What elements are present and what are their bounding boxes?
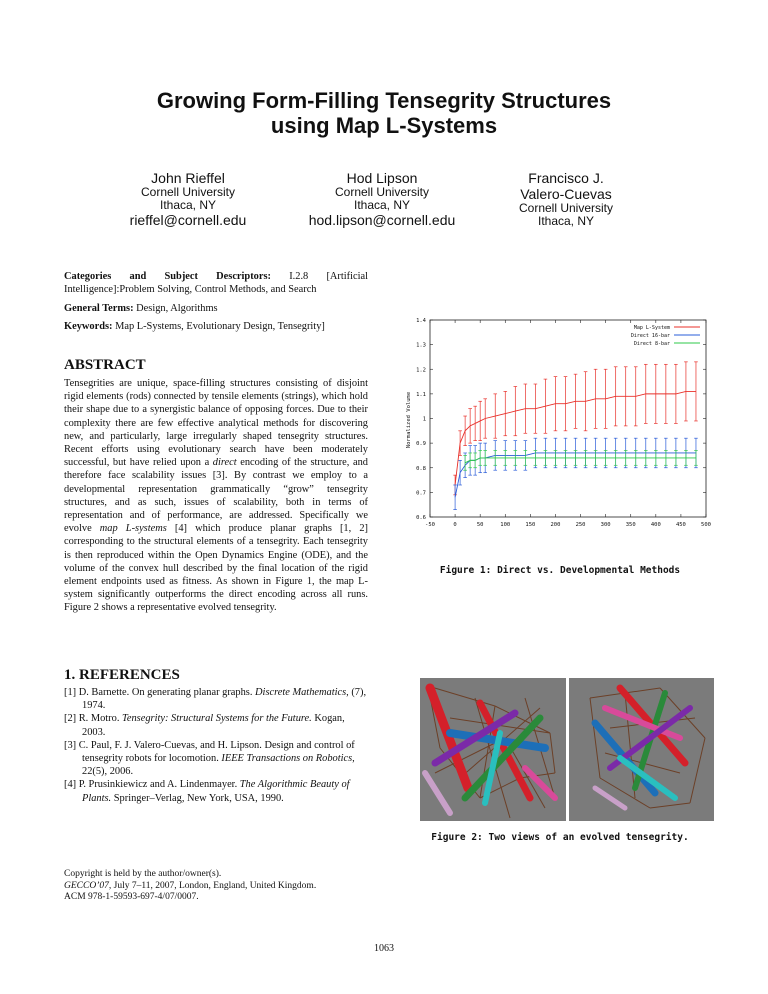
- abstract-text-2: encoding of the structure, and therefore face scalability issues [3]. By contrast we employ to a developmental representation grammatically “grow” tensegrity structures, and as such, issues of scalability, both in terms of representation and of performance, are addressed. Specifically we evolve: [64, 457, 368, 535]
- categories-text: I.2.8 [Artificial Intelligence]:Problem Solving, Control Methods, and Search: [64, 271, 368, 296]
- y-tick-label: 0.8: [416, 465, 426, 472]
- reference-item: [64, 686, 368, 712]
- reference-item: [64, 778, 368, 804]
- author-block-2: [292, 170, 472, 228]
- figure-2-image: [420, 678, 714, 821]
- view-divider: [566, 678, 569, 821]
- reference-venue: IEEE Transactions on Robotics,: [221, 753, 355, 765]
- y-tick-label: 1.2: [416, 367, 426, 374]
- reference-item: [64, 739, 368, 779]
- reference-venue: Discrete Mathematics,: [255, 687, 349, 698]
- reference-number: [4]: [64, 779, 77, 791]
- abstract-heading: ABSTRACT: [64, 357, 146, 373]
- general-terms-label: General Terms:: [64, 303, 134, 314]
- author-email[interactable]: rieffel@cornell.edu: [129, 212, 247, 228]
- y-tick-label: 0.7: [416, 490, 426, 497]
- categories-paragraph: [64, 270, 368, 296]
- reference-number: [2]: [64, 713, 77, 725]
- author-affiliation: Cornell University: [140, 185, 236, 199]
- author-name: Hod Lipson: [346, 170, 418, 186]
- reference-number: [1]: [64, 687, 77, 698]
- reference-details: 22(5), 2006.: [82, 766, 134, 778]
- author-block-3: [496, 170, 636, 228]
- general-terms-paragraph: [64, 302, 368, 315]
- copyright-conference: GECCO’07,: [64, 880, 112, 891]
- reference-venue: Tensegrity: Structural Systems for the Future.: [122, 713, 312, 725]
- reference-venue: The Algorithmic Beauty of Plants.: [82, 779, 350, 804]
- y-tick-label: 1.4: [416, 318, 426, 324]
- keywords-text: Map L-Systems, Evolutionary Design, Tensegrity]: [115, 321, 325, 332]
- plot-frame: [430, 320, 706, 517]
- author-location: Ithaca, NY: [159, 198, 217, 212]
- x-tick-label: 250: [575, 522, 586, 528]
- x-tick-label: 150: [525, 522, 536, 528]
- reference-details: Kogan, 2003.: [82, 713, 345, 738]
- paper-title: [0, 88, 768, 138]
- author-location: Ithaca, NY: [353, 198, 411, 212]
- reference-authors: C. Paul, F. J. Valero-Cuevas, and H. Lipson. Design and control of tensegrity robots for locomotion.: [78, 739, 355, 765]
- reference-details: (7), 1974.: [82, 687, 367, 712]
- x-tick-label: 500: [701, 522, 711, 528]
- author-name-last: Valero-Cuevas: [520, 186, 612, 202]
- references-heading: 1. REFERENCES: [64, 667, 180, 683]
- reference-authors: D. Barnette. On generating planar graphs.: [78, 687, 253, 698]
- view-2-background: [569, 678, 714, 821]
- legend-label: Direct 8-bar: [633, 341, 670, 347]
- reference-authors: R. Motro.: [78, 713, 120, 725]
- x-tick-label: 300: [600, 522, 611, 528]
- y-tick-label: 1.3: [416, 342, 426, 349]
- y-tick-label: 1.1: [416, 391, 426, 398]
- keywords-paragraph: [64, 320, 368, 333]
- author-affiliation: Cornell University: [334, 185, 430, 199]
- author-name-first: Francisco J.: [528, 170, 604, 186]
- copyright-dates: July 7–11, 2007, London, England, United Kingdom.: [113, 880, 317, 891]
- x-tick-label: 200: [550, 522, 561, 528]
- title-line-2: using Map L-Systems: [270, 113, 498, 138]
- abstract-emphasis-map: map L-systems: [99, 523, 167, 535]
- abstract-emphasis-direct: direct: [212, 457, 237, 469]
- reference-number: [3]: [64, 739, 77, 751]
- figure-1-caption: Figure 1: Direct vs. Developmental Methods: [439, 565, 681, 576]
- reference-details: Springer–Verlag, New York, USA, 1990.: [113, 792, 284, 804]
- keywords-label: Keywords:: [64, 321, 113, 332]
- abstract-body: [64, 377, 368, 615]
- legend-label: Map L-System: [633, 325, 670, 331]
- figure-2-caption: Figure 2: Two views of an evolved tensegrity.: [431, 832, 689, 843]
- author-email[interactable]: hod.lipson@cornell.edu: [308, 212, 456, 228]
- copyright-line-1: Copyright is held by the author/owner(s).: [64, 869, 222, 879]
- general-terms-text: Design, Algorithms: [136, 303, 218, 314]
- abstract-text-1: Tensegrities are unique, space-filling structures consisting of disjoint rigid elements (rods) connected by tensile elements (strings), which hold their shape due to a synergistic balance of opposing forces. Due to their complexity there are few effective analytical methods for discovering new, and particularly, large irregularly shaped tensegrity structures. Recent efforts using evolutionary search have been moderately successful, but have relied upon a: [64, 378, 368, 469]
- x-tick-label: 450: [675, 522, 686, 528]
- author-location: Ithaca, NY: [537, 214, 595, 228]
- legend-label: Direct 16-bar: [630, 333, 670, 339]
- reference-item: [64, 712, 368, 738]
- x-tick-label: 400: [650, 522, 661, 528]
- x-tick-label: 0: [453, 522, 457, 528]
- reference-authors: P. Prusinkiewicz and A. Lindenmayer.: [78, 779, 238, 791]
- x-tick-label: 350: [625, 522, 636, 528]
- copyright-line-2: [64, 881, 384, 893]
- y-tick-label: 0.6: [416, 515, 426, 521]
- author-affiliation: Cornell University: [518, 201, 614, 215]
- copyright-block: [64, 869, 384, 904]
- y-axis-label: Normalized Volume: [406, 391, 412, 449]
- copyright-line-3: ACM 978-1-59593-697-4/07/0007.: [64, 892, 199, 902]
- x-tick-label: 50: [476, 522, 484, 528]
- series-line: [465, 458, 696, 463]
- y-tick-label: 0.9: [416, 441, 426, 448]
- figure-1-chart: [400, 310, 720, 535]
- references-list: [64, 686, 368, 805]
- x-tick-label: -50: [425, 522, 435, 528]
- title-line-1: Growing Form-Filling Tensegrity Structures: [156, 88, 612, 113]
- author-block-1: [118, 170, 258, 228]
- author-name: John Rieffel: [151, 170, 225, 186]
- y-tick-label: 1: [422, 416, 426, 423]
- abstract-text-3: [4] which produce planar graphs [1, 2] corresponding to the structural elements of a tensegrity. Each tensegrity is then reproduced within the Open Dynamics Engine (ODE), and the volume of the convex hull described by the final location of the rigid element endpoints used as fitness. As shown in Figure 1, the map L-system significantly outperforms the direct encoding across all runs. Figure 2 shows a representative evolved tensegrity.: [64, 523, 368, 614]
- x-tick-label: 100: [500, 522, 511, 528]
- categories-label: Categories and Subject Descriptors:: [64, 271, 271, 282]
- page-number: 1063: [374, 943, 394, 954]
